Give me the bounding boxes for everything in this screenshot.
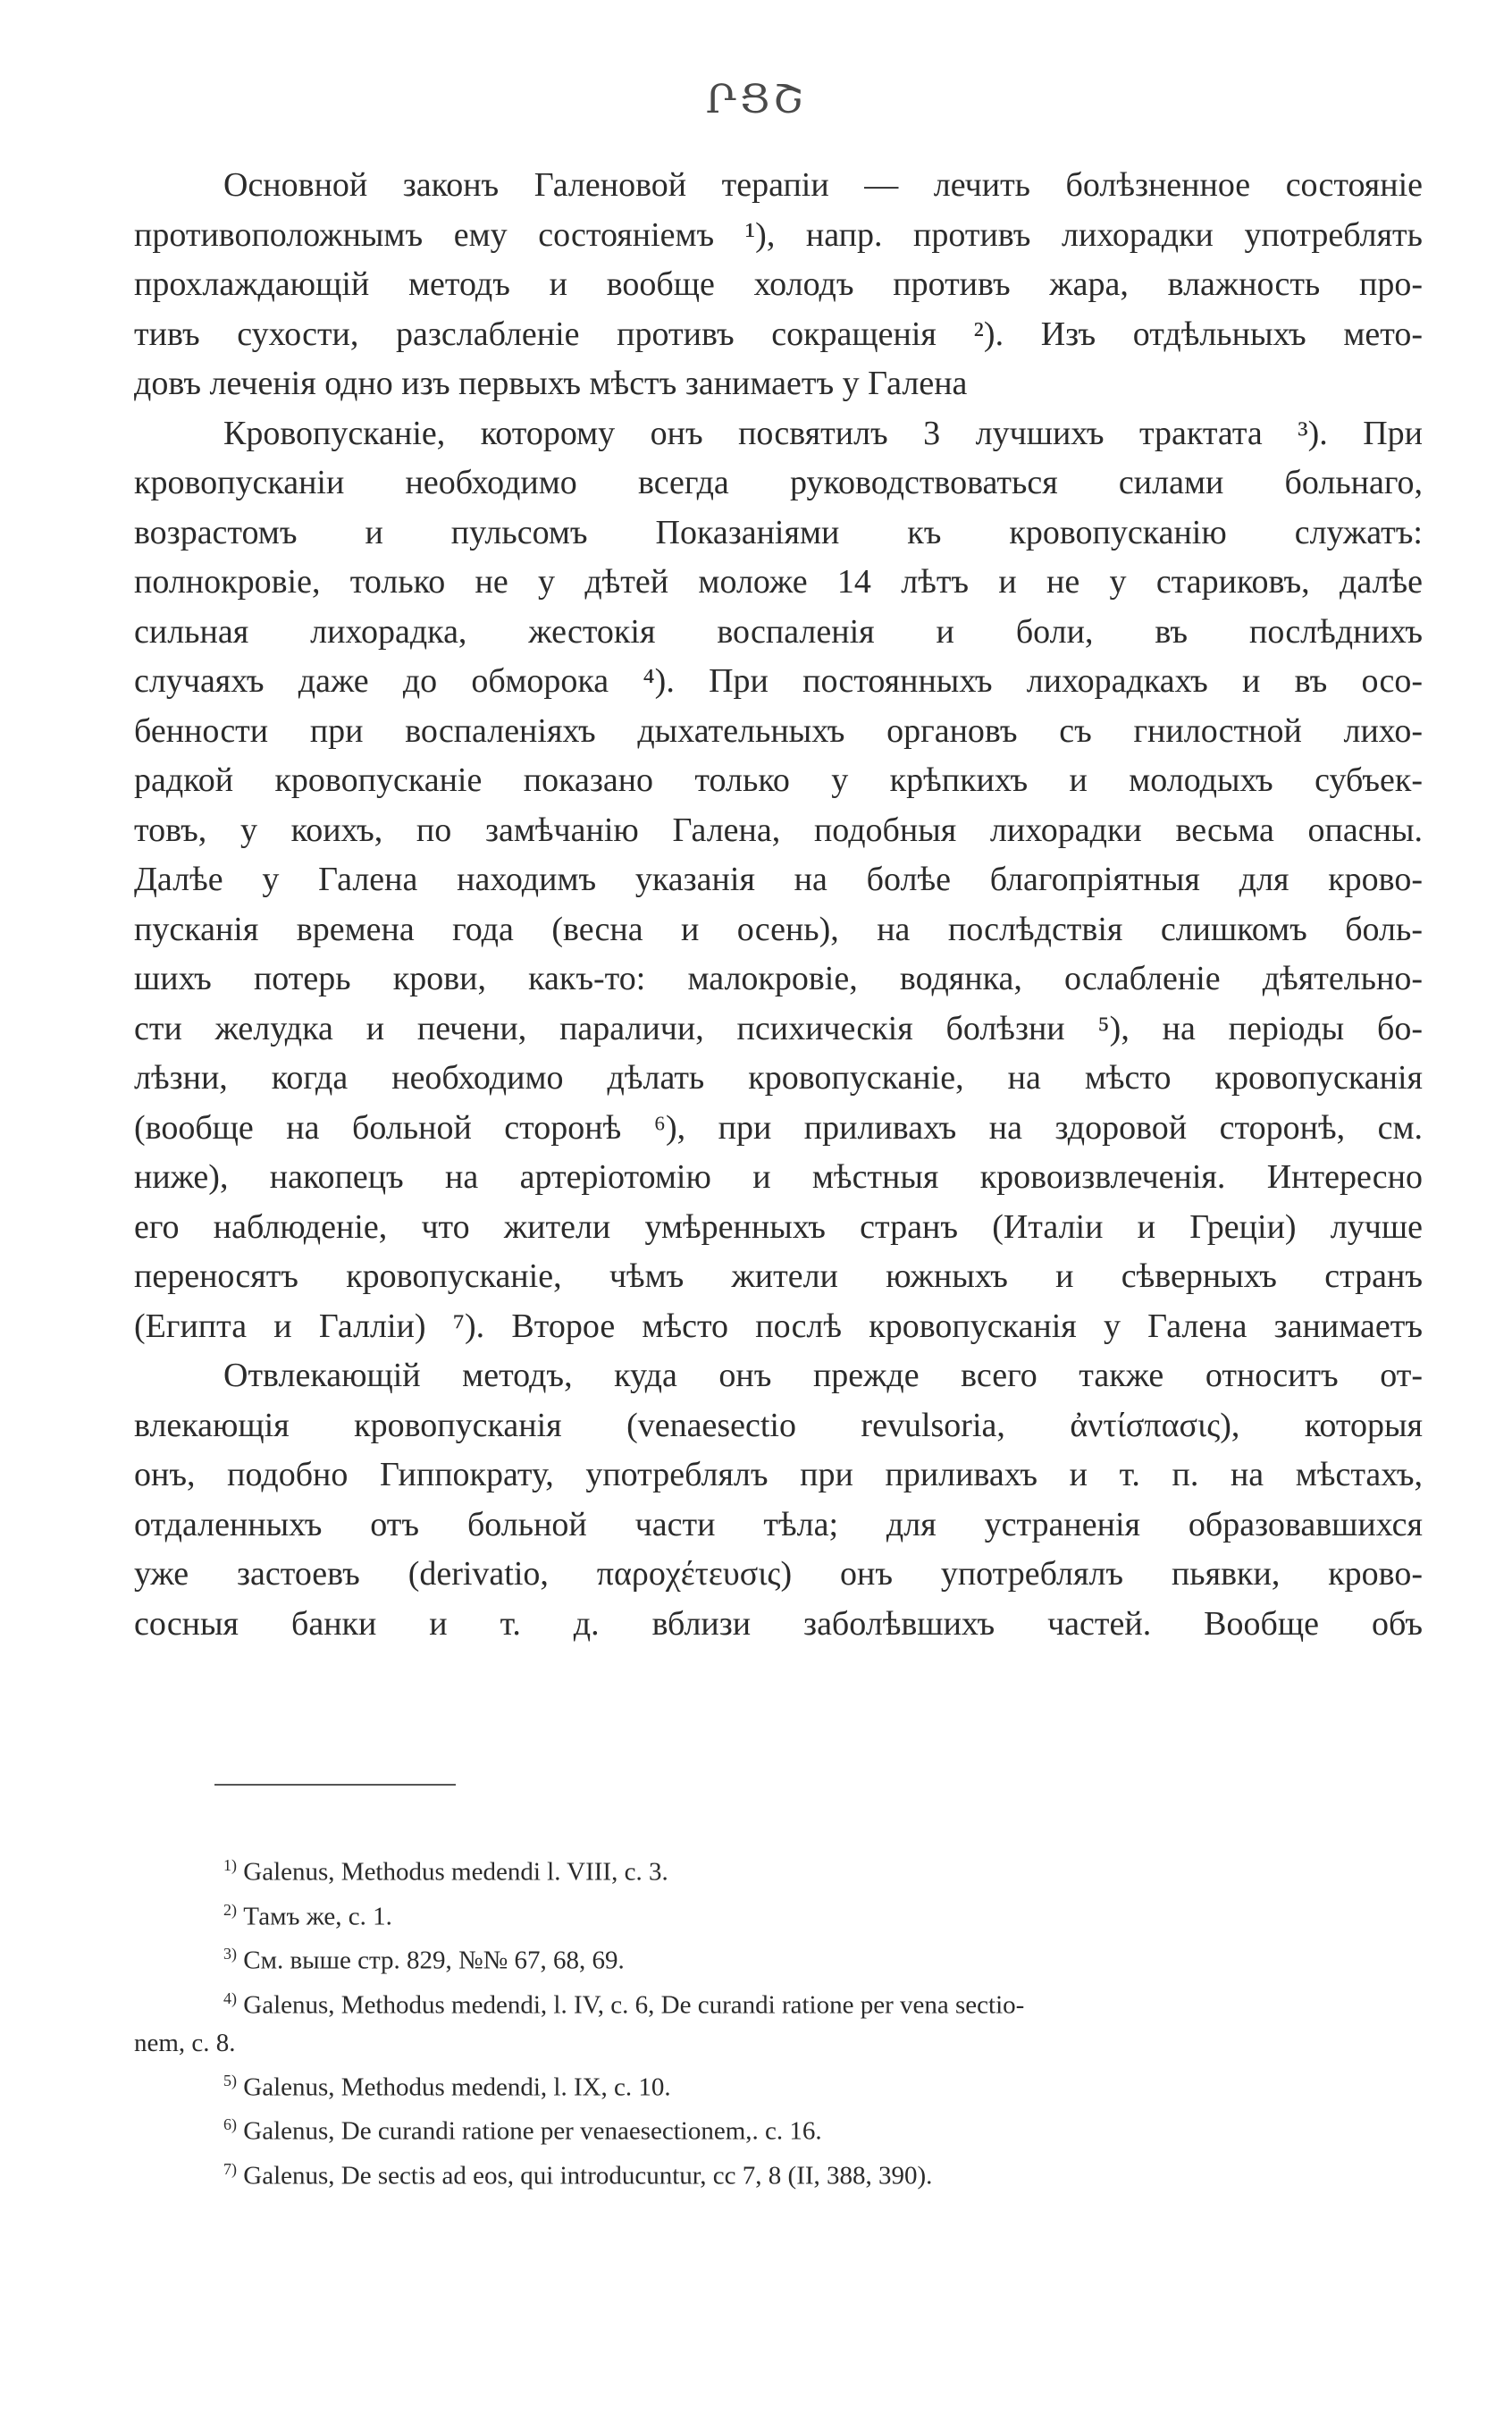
text-line: влекающія кровопусканія (venaesectio revulsoria, ἀντίσπασις), которыя (134, 1406, 1423, 1444)
footnote (134, 2062, 1423, 2106)
text-line: тивъ сухости, разслабленіе противъ сокращенія ²). Изъ отдѣльныхъ мето- (134, 315, 1423, 353)
footnote-text: См. выше стр. 829, №№ 67, 68, 69. (243, 1946, 625, 1975)
text-line: его наблюденіе, что жители умѣренныхъ странъ (Италіи и Греціи) лучше (134, 1207, 1423, 1246)
text-line: Далѣе у Галена находимъ указанія на болѣе благопріятныя для крово- (134, 861, 1423, 898)
footnote-text: Galenus, Methodus medendi, l. IX, c. 10. (243, 2072, 671, 2102)
text-line: случаяхъ даже до обморока ⁴). При постоянныхъ лихорадкахъ и въ осо- (134, 662, 1423, 700)
text-line: ниже), накопецъ на артеріотомію и мѣстныя кровоизвлеченія. Интересно (134, 1158, 1423, 1196)
text-line: бенности при воспаленіяхъ дыхательныхъ органовъ съ гнилостной лихо- (134, 711, 1423, 750)
footnote-mark: 5) (223, 2071, 237, 2089)
footnote-mark: 1) (223, 1856, 237, 1874)
footnote-text: nem, c. 8. (134, 2028, 236, 2057)
text-line: онъ, подобно Гиппократу, употреблялъ при приливахъ и т. п. на мѣстахъ, (134, 1456, 1423, 1493)
text-line: Отвлекающій методъ, куда онъ прежде всего также относитъ от- (223, 1357, 1423, 1394)
footnote (134, 2150, 1423, 2195)
footnote-text: Тамъ же, с. 1. (243, 1902, 392, 1931)
text-line: сосныя банки и т. д. вблизи заболѣвшихъ частей. Вообще объ (134, 1604, 1423, 1643)
text-line: сильная лихорадка, жестокія воспаленія и боли, въ послѣднихъ (134, 612, 1423, 651)
text-line: переносятъ кровопусканіе, чѣмъ жители южныхъ и сѣверныхъ странъ (134, 1257, 1423, 1295)
footnote-text: Galenus, De sectis ad eos, qui introducuntur, cc 7, 8 (II, 388, 390). (243, 2161, 933, 2190)
footnote (134, 2106, 1423, 2150)
footnote-text: Galenus, De curandi ratione per venaesectionem,. c. 16. (243, 2116, 822, 2146)
footnote (134, 1846, 1423, 1891)
text-line: уже застоевъ (derivatio, παροχέτευσις) онъ употреблялъ пьявки, крово- (134, 1555, 1423, 1593)
text-line: (вообще на больной сторонѣ ⁶), при приливахъ на здоровой сторонѣ, см. (134, 1108, 1423, 1147)
text-line: полнокровіе, только не у дѣтей моложе 14 лѣтъ и не у стариковъ, далѣе (134, 563, 1423, 601)
text-line: Основной законъ Галеновой терапіи — лечить болѣзненное состояніе (223, 166, 1423, 204)
footnote-text: Galenus, Methodus medendi, l. IV, c. 6, De curandi ratione per vena sectio- (243, 1990, 1025, 2020)
footnotes (134, 1846, 1423, 2195)
footnote-mark: 6) (223, 2115, 237, 2134)
footnote-mark: 2) (223, 1900, 237, 1919)
text-line: радкой кровопусканіе показано только у крѣпкихъ и молодыхъ субъек- (134, 761, 1423, 799)
footnote (134, 1891, 1423, 1936)
text-line: прохлаждающій методъ и вообще холодъ противъ жара, влажность про- (134, 265, 1423, 303)
text-line: кровопусканіи необходимо всегда руководствоваться силами больнаго, (134, 464, 1423, 501)
text-line: отдаленныхъ отъ больной части тѣла; для устраненія образовавшихся (134, 1505, 1423, 1543)
footnote (134, 2024, 1423, 2062)
footnote-mark: 7) (223, 2159, 237, 2178)
text-line: возрастомъ и пульсомъ Показаніями къ кровопусканію служатъ: (134, 513, 1423, 551)
page-number: ՐՑՇ (705, 78, 807, 122)
footnote-separator (214, 1784, 456, 1786)
text-line: сти желудка и печени, параличи, психическія болѣзни ⁵), на періоды бо- (134, 1009, 1423, 1047)
footnote (134, 1980, 1423, 2024)
text-line: (Египта и Галліи) ⁷). Второе мѣсто послѣ кровопусканія у Галена занимаетъ (134, 1307, 1423, 1345)
footnote-text: Galenus, Methodus medendi l. VIII, c. 3. (243, 1857, 668, 1887)
text-line: Кровопусканіе, которому онъ посвятилъ 3 лучшихъ трактата ³). При (223, 414, 1423, 452)
text-line: лѣзни, когда необходимо дѣлать кровопусканіе, на мѣсто кровопусканія (134, 1059, 1423, 1097)
text-line: товъ, у коихъ, по замѣчанію Галена, подобныя лихорадки весьма опасны. (134, 811, 1423, 849)
body-text (134, 161, 1423, 1649)
text-line: довъ леченія одно изъ первыхъ мѣстъ занимаетъ у Галена (134, 365, 968, 402)
footnote-mark: 3) (223, 1945, 237, 1963)
text-line: противоположнымъ ему состояніемъ ¹), напр. противъ лихорадки употреблять (134, 215, 1423, 254)
text-line: шихъ потерь крови, какъ-то: малокровіе, водянка, ослабленіе дѣятельно- (134, 960, 1423, 997)
text-line: пусканія времена года (весна и осень), на послѣдствія слишкомъ боль- (134, 910, 1423, 948)
footnote (134, 1935, 1423, 1980)
footnote-mark: 4) (223, 1988, 237, 2007)
